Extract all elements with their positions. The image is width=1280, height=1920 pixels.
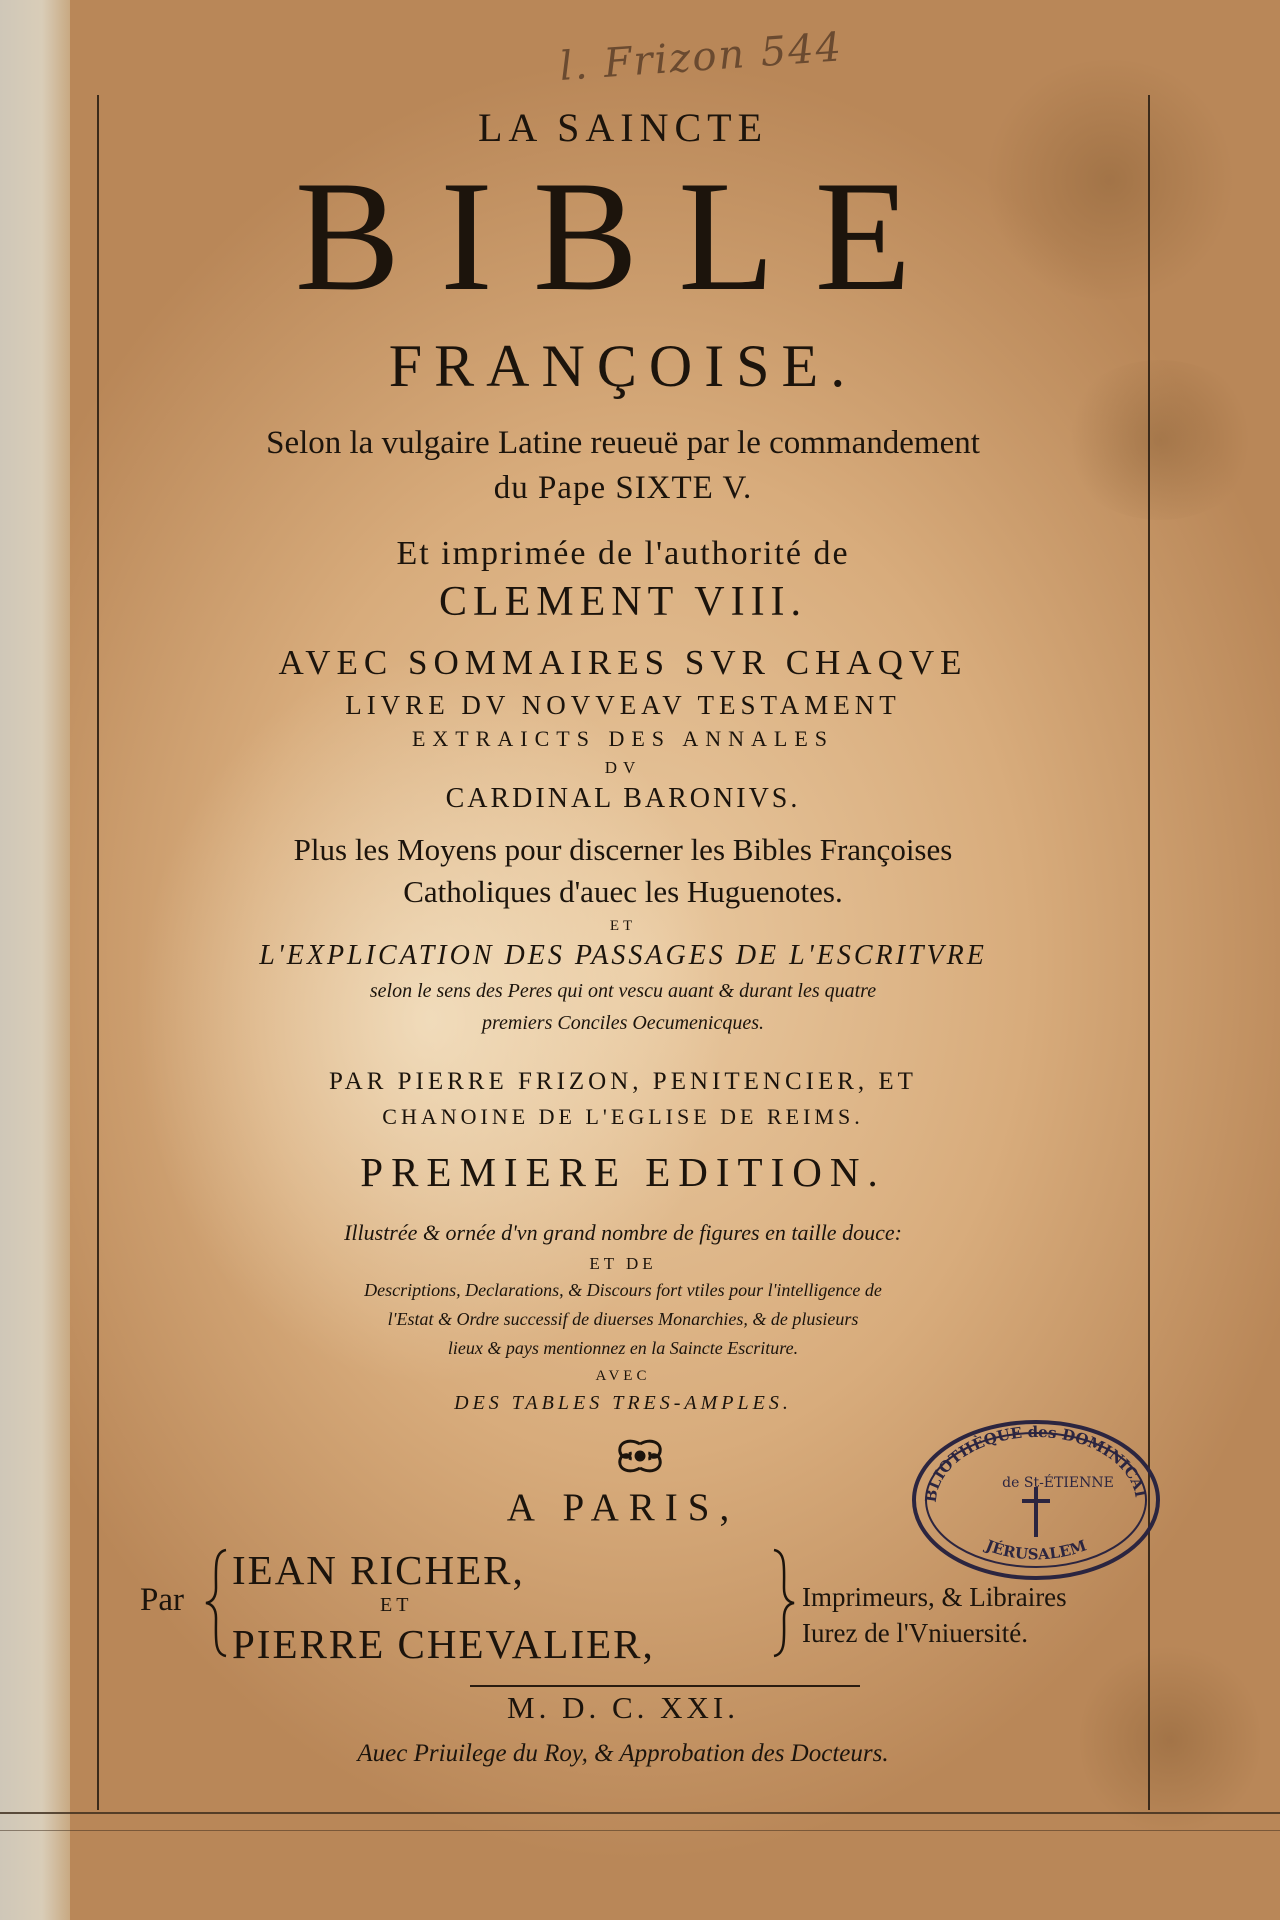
printer-richer: IEAN RICHER,: [232, 1547, 525, 1593]
text-livre: LIVRE DV NOVVEAV TESTAMENT: [345, 690, 901, 720]
text-author: PAR PIERRE FRIZON, PENITENCIER, ET: [329, 1068, 917, 1095]
text-premiers-conciles: premiers Conciles Oecumenicques.: [482, 1012, 764, 1034]
printer-chevalier: PIERRE CHEVALIER,: [232, 1621, 655, 1667]
right-brace-icon: [770, 1548, 798, 1658]
text-par: Par: [140, 1582, 184, 1618]
text-cardinal: CARDINAL BARONIVS.: [445, 783, 801, 814]
title-bible: BIBLE: [294, 162, 952, 324]
text-extraicts: EXTRAICTS DES ANNALES: [411, 726, 834, 751]
text-descriptions: Descriptions, Declarations, & Discours fort vtiles pour l'intelligence de: [364, 1280, 882, 1300]
stamp-text-bottom: JÉRUSALEM: [983, 1536, 1089, 1564]
text-chanoine: CHANOINE DE L'EGLISE DE REIMS.: [382, 1104, 864, 1129]
page-edge: [0, 0, 70, 1920]
border-rule-bottom-secondary: [0, 1830, 1280, 1831]
text-du: DV: [604, 758, 642, 777]
text-catholiques: Catholiques d'auec les Huguenotes.: [403, 874, 843, 909]
text-et-de: ET DE: [589, 1254, 657, 1273]
border-rule-left: [97, 95, 99, 1810]
text-pape: du Pape SIXTE V.: [493, 470, 753, 506]
text-tables: DES TABLES TRES-AMPLES.: [454, 1392, 792, 1414]
text-iurez: Iurez de l'Vniuersité.: [802, 1618, 1029, 1648]
text-avec-sommaires: AVEC SOMMAIRES SVR CHAQVE: [278, 643, 968, 682]
text-et: ET: [609, 918, 637, 934]
svg-text:JÉRUSALEM: [981, 1536, 1088, 1564]
text-avec: AVEC: [595, 1368, 651, 1384]
border-rule-bottom: [0, 1812, 1280, 1814]
text-illustree: Illustrée & ornée d'vn grand nombre de figures en taille douce:: [344, 1220, 902, 1245]
text-imprimeurs: Imprimeurs, & Libraires: [802, 1582, 1067, 1612]
text-plus-les-moyens: Plus les Moyens pour discerner les Bibles Françoises: [293, 832, 953, 867]
text-estat: l'Estat & Ordre successif de diuerses Monarchies, & de plusieurs: [387, 1309, 859, 1329]
date-rule: [470, 1685, 860, 1687]
stamp-text-top: BLIOTHÈQUE des DOMINICAI: [921, 1422, 1150, 1504]
text-privilege: Auec Priuilege du Roy, & Approbation des Docteurs.: [357, 1740, 889, 1767]
text-selon: Selon la vulgaire Latine reueuë par le commandement: [266, 425, 980, 461]
text-a-paris: A PARIS,: [506, 1486, 740, 1529]
text-imprimee: Et imprimée de l'authorité de: [396, 535, 850, 572]
title-la-saincte: LA SAINCTE: [478, 105, 768, 150]
text-premiere-edition: PREMIERE EDITION.: [360, 1149, 886, 1195]
text-lieux: lieux & pays mentionnez en la Saincte Escriture.: [447, 1338, 799, 1358]
cross-icon: [1022, 1487, 1050, 1537]
library-stamp: [908, 1415, 1164, 1585]
text-date: M. D. C. XXI.: [507, 1690, 739, 1725]
printer-et: ET: [380, 1594, 413, 1616]
printer-ornament: [600, 1436, 680, 1476]
text-selon-le-sens: selon le sens des Peres qui ont vescu auant & durant les quatre: [369, 980, 877, 1002]
title-francoise: FRANÇOISE.: [388, 333, 858, 399]
handwritten-note: l. Frizon 544: [558, 24, 845, 91]
text-explication: L'EXPLICATION DES PASSAGES DE L'ESCRITVRE: [259, 940, 987, 971]
stamp-text-middle: de St-ÉTIENNE: [1002, 1475, 1114, 1491]
left-brace-icon: [202, 1548, 230, 1658]
text-clement: CLEMENT VIII.: [438, 579, 808, 625]
